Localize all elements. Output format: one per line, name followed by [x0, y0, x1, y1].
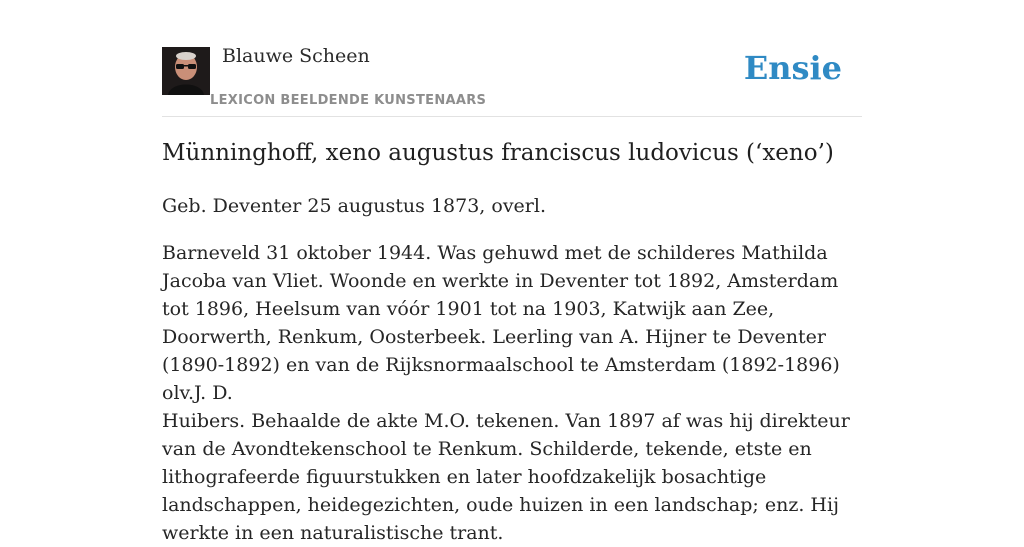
avatar-photo-icon — [162, 47, 210, 95]
article-paragraph: Huibers. Behaalde de akte M.O. tekenen. Van 1897 af was hij direkteur van de Avondtekenschool te Renkum. Schilderde, tekende, etste en lithografeerde figuurstukken en later hoofdzakelijk bosachtige landschappen, heidegezichten, oude huizen in een landschap; enz. Hij werkte in een naturalistische trant. — [162, 410, 850, 544]
author-name[interactable]: Blauwe Scheen — [222, 45, 370, 67]
article-paragraph: Geb. Deventer 25 augustus 1873, overl. — [162, 195, 546, 217]
publication-name[interactable]: LEXICON BEELDENDE KUNSTENAARS — [210, 93, 487, 108]
article-title: Münninghoff, xeno augustus franciscus ludovicus (‘xeno’) — [162, 140, 834, 166]
author-avatar[interactable] — [162, 47, 210, 95]
article-container — [162, 0, 862, 544]
article-paragraph: Barneveld 31 oktober 1944. Was gehuwd met de schilderes Mathilda Jacoba van Vliet. Woonde en werkte in Deventer tot 1892, Amsterdam tot 1896, Heelsum van vóór 1901 tot na 1903, Katwijk aan Zee, Doorwerth, Renkum, Oosterbeek. Leerling van A. Hijner te Deventer (1890-1892) en van de Rijksnormaalschool te Amsterdam (1892-1896) olv.J. D. — [162, 242, 840, 404]
brand-logo[interactable]: Ensie — [743, 49, 842, 87]
article-header — [162, 0, 862, 117]
